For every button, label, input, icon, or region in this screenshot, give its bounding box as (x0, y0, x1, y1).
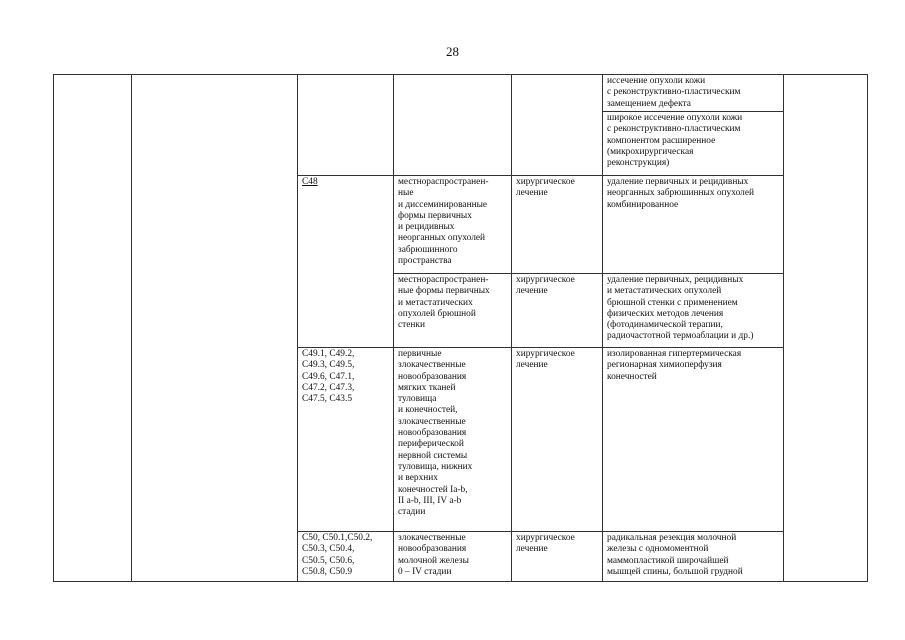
treatment-type-cell: хирургическое лечение (512, 348, 603, 532)
mkb-code-cell (298, 75, 394, 176)
mkb-code-cell (298, 176, 394, 348)
diagnosis-cell: злокачественные новообразования молочной железы 0 – IV стадии (394, 532, 512, 582)
treatment-method-cell: иссечение опухоли кожи с реконструктивно-пластическим замещением дефекта (603, 75, 784, 112)
treatment-type-cell: хирургическое лечение (512, 532, 603, 582)
treatment-table (53, 74, 868, 582)
diagnosis-cell: первичные злокачественные новообразования мягких тканей туловища и конечностей, злокачественные новообразования периферической нервной системы туловища, нижних и верхних конечностей Ia-b, II a-b, III, IV a-b стадии (394, 348, 512, 532)
group-name-cell (132, 75, 298, 582)
mkb-code-cell: C49.1, C49.2, C49.3, C49.5, C49.6, C47.1, C47.2, C47.3, C47.5, C43.5 (298, 348, 394, 532)
treatment-method-cell: удаление первичных, рецидивных и метастатических опухолей брюшной стенки с применением физических методов лечения (фотодинамической терапии, радиочастотной термоаблации и др.) (603, 274, 784, 348)
mkb-code-cell: C50, C50.1,C50.2, C50.3, C50.4, C50.5, C50.6, C50.8, C50.9 (298, 532, 394, 582)
treatment-type-cell: хирургическое лечение (512, 176, 603, 274)
treatment-type-cell: хирургическое лечение (512, 274, 603, 348)
diagnosis-cell: местнораспространен- ные формы первичных и метастатических опухолей брюшной стенки (394, 274, 512, 348)
treatment-method-cell: радикальная резекция молочной железы с одномоментной маммопластикой широчайшей мышцей спины, большой грудной (603, 532, 784, 582)
table-row (54, 75, 868, 112)
treatment-method-cell: широкое иссечение опухоли кожи с реконструктивно-пластическим компонентом расширенное (микрохирургическая реконструкция) (603, 112, 784, 176)
treatment-method-cell: удаление первичных и рецидивных неорганных забрюшинных опухолей комбинированное (603, 176, 784, 274)
mkb-code-link[interactable]: C48 (302, 177, 318, 187)
diagnosis-cell: местнораспространен- ные и диссеминированные формы первичных и рецидивных неорганных опухолей забрюшинного пространства (394, 176, 512, 274)
treatment-type-cell (512, 75, 603, 176)
diagnosis-cell (394, 75, 512, 176)
index-cell (54, 75, 132, 582)
treatment-method-cell: изолированная гипертермическая регионарная химиоперфузия конечностей (603, 348, 784, 532)
page-number: 28 (446, 44, 459, 59)
cost-cell (784, 75, 868, 582)
